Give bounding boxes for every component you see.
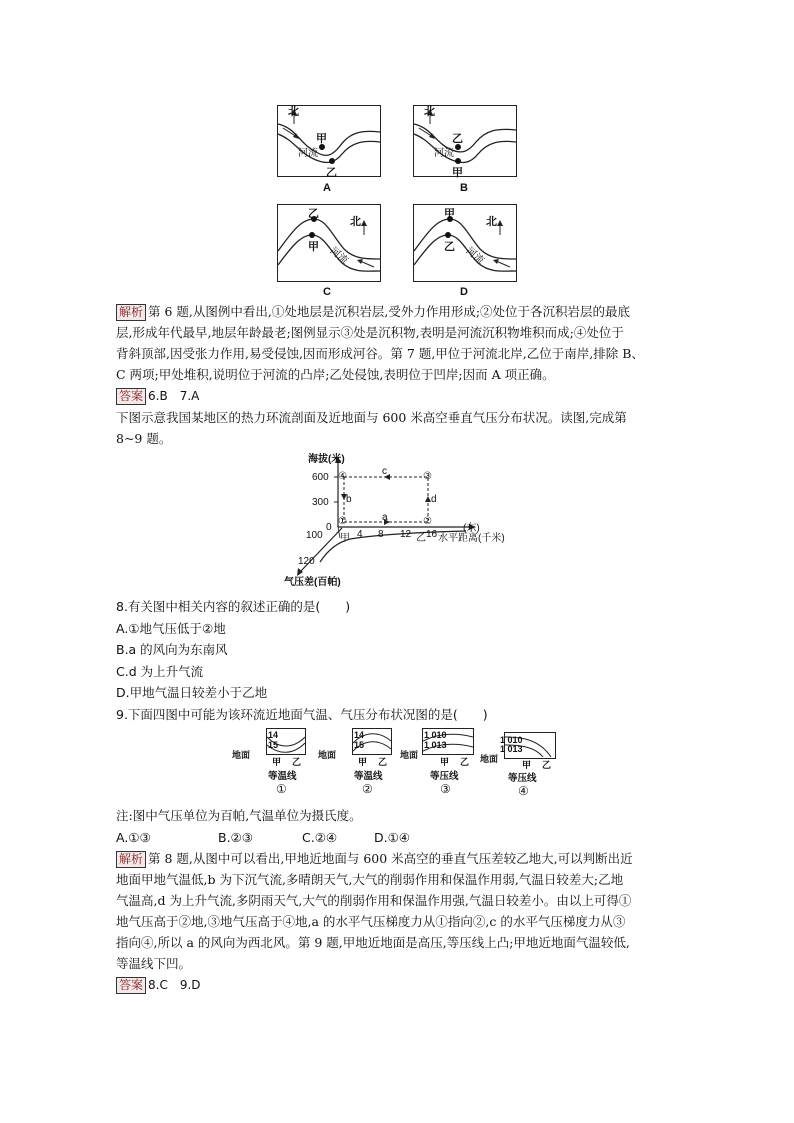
analysis-block-2 [116,848,686,996]
q9-chart-1 [228,728,308,800]
river-label: 河流 [327,245,350,267]
answer-text: 8.C 9.D [148,978,201,992]
y-tick: 600 [312,472,329,483]
x-tick: 甲 [340,533,350,544]
chart-number: ② [362,782,373,796]
y-axis-title: 海拔(米) [308,454,345,465]
option-d[interactable]: D.甲地气温日较差小于乙地 [116,685,268,700]
intro-line: 8~9 题。 [116,431,172,446]
ground-label: 地面 [400,750,419,760]
x-tick: 4 [357,529,363,540]
river-map-d [414,205,516,281]
north-label: 北 [288,106,299,118]
point-label: 甲 [316,133,327,145]
answer-tag: 答案 [116,388,146,405]
circulation-diagram [280,452,520,587]
chart-caption: 等温线 [268,771,297,782]
value-label: 14 [268,730,279,740]
yi-label: 乙 [542,760,552,770]
point-label: 乙 [444,241,455,253]
flow-label-d: d [431,494,437,505]
y-tick: 300 [312,497,329,508]
ground-label: 地面 [480,754,499,764]
jia-label: 甲 [272,757,282,767]
option-d[interactable]: D.①④ [374,830,411,845]
point-2: ② [423,516,432,527]
q9-chart-4 [480,728,568,800]
analysis-line: C 两项;甲处堆积,说明位于河流的凸岸;乙处侵蚀,表明位于凹岸;因而 A 项正确。 [116,367,555,382]
x-tick: 乙 [416,533,426,544]
value-label: 1 013 [500,744,523,754]
river-label: 河流 [434,148,454,159]
value-label: 1 010 [424,730,447,740]
option-b[interactable]: B.a 的风向为东南风 [116,642,228,657]
option-c[interactable]: C.d 为上升气流 [116,663,204,679]
value-label: 15 [268,740,279,750]
q9-chart-3 [400,728,480,800]
chart-number: ③ [440,782,451,796]
yi-label: 乙 [292,757,302,767]
point-label: 乙 [326,167,337,179]
analysis-line: 地气压高于②地,③地气压高于④地,a 的水平气压梯度力从①指向②,c 的水平气压梯度力从③ [116,914,626,929]
point-label: 乙 [308,208,319,220]
x-tick: 16 [426,529,438,540]
jia-label: 甲 [440,757,450,767]
q9-options [116,827,410,848]
point-3: ③ [423,471,432,482]
analysis-line: 背斜顶部,因受张力作用,易受侵蚀,因而形成河谷。第 7 题,甲位于河流北岸,乙位于南岸,排除 B、 [116,346,644,361]
answer-tag: 答案 [116,977,146,994]
value-label: 15 [354,740,365,750]
chart-number: ④ [518,784,529,798]
intro-line: 下图示意我国某地区的热力环流剖面及近地面与 600 米高空垂直气压分布状况。读图,完成第 [116,410,627,425]
x-axis-title: 水平距离(千米) [438,533,505,544]
river-panel-c [277,204,381,282]
y-tick: 0 [326,522,332,533]
analysis-line: 第 6 题,从图例中看出,①处地层是沉积岩层,受外力作用形成;②处位于各沉积岩层的最底 [148,304,631,319]
north-label: 北 [486,216,497,228]
analysis-line: 地面甲地气温低,b 为下沉气流,多晴朗天气,大气的削弱作用和保温作用弱,气温日较差大;乙地 [116,872,624,887]
x-tick: 8 [378,529,384,540]
chart-caption: 等压线 [508,773,537,784]
analysis-line: 气温高,d 为上升气流,多阴雨天气,大气的削弱作用和保温作用强,气温日较差小。由以上可得① [116,893,632,908]
river-panel-b [413,105,517,177]
analysis-line: 层,形成年代最早,地层年龄最老;图例显示③处是沉积物,表明是河流沉积物堆积而成;④处位于 [116,325,624,340]
ground-label: 地面 [232,750,251,760]
flow-label-b: b [346,494,352,505]
yi-label: 乙 [460,757,470,767]
chart-caption: 等压线 [430,771,459,782]
river-panel-a [277,105,381,177]
river-label: 河流 [298,148,318,159]
north-label: 北 [350,216,361,228]
river-panel-d [413,204,517,282]
question-stem: 8.有关图中相关内容的叙述正确的是( ) [116,599,351,614]
q9-chart-2 [314,728,394,800]
point-label: 乙 [452,133,463,145]
analysis-block-1 [116,301,686,449]
yi-label: 乙 [378,757,388,767]
analysis-line: 第 8 题,从图中可以看出,甲地近地面与 600 米高空的垂直气压差较乙地大,可以判断出近 [148,851,633,866]
p-axis-title: 气压差(百帕) [284,577,341,588]
p-tick: 100 [306,530,323,541]
answer-text: 6.B 7.A [148,389,200,403]
question-8 [116,596,488,725]
option-a[interactable]: A.①③ [116,830,151,845]
north-label: 北 [424,106,435,118]
point-label: 甲 [308,241,319,253]
value-label: 1 013 [424,740,447,750]
q9-charts [228,728,568,800]
option-c[interactable]: C.②④ [302,830,338,845]
flow-label-c: c [382,466,387,477]
value-label: 14 [354,730,365,740]
jia-label: 甲 [522,760,532,770]
analysis-line: 等温线下凹。 [116,956,192,971]
river-map-c [278,205,380,281]
analysis-line: 指向④,所以 a 的风向为西北风。第 9 题,甲地近地面是高压,等压线上凸;甲地近地面气温较低, [116,935,630,950]
option-a[interactable]: A.①地气压低于②地 [116,620,226,636]
analysis-tag: 解析 [116,851,146,868]
analysis-tag: 解析 [116,304,146,321]
option-b[interactable]: B.②③ [218,830,253,845]
point-1: ① [338,516,347,527]
panel-label-b: B [460,182,468,194]
river-label: 河流 [463,245,486,267]
point-4: ④ [338,471,347,482]
p-tick: 120 [298,556,315,567]
ground-label: 地面 [318,750,337,760]
unit-note: 注:图中气压单位为百帕,气温单位为摄氏度。 [116,808,362,823]
panel-label-a: A [323,182,331,194]
note [116,805,686,826]
point-label: 甲 [452,167,463,179]
chart-number: ① [276,782,287,796]
panel-label-c: C [323,286,331,298]
east-label: (东) [463,523,480,534]
x-tick: 12 [400,529,412,540]
flow-label-a: a [382,512,388,523]
point-label: 甲 [444,208,455,220]
jia-label: 甲 [358,757,368,767]
chart-caption: 等温线 [354,771,383,782]
question-stem: 9.下面四图中可能为该环流近地面气温、气压分布状况图的是( ) [116,706,488,722]
value-label: 1 010 [500,735,523,745]
panel-label-d: D [460,286,468,298]
